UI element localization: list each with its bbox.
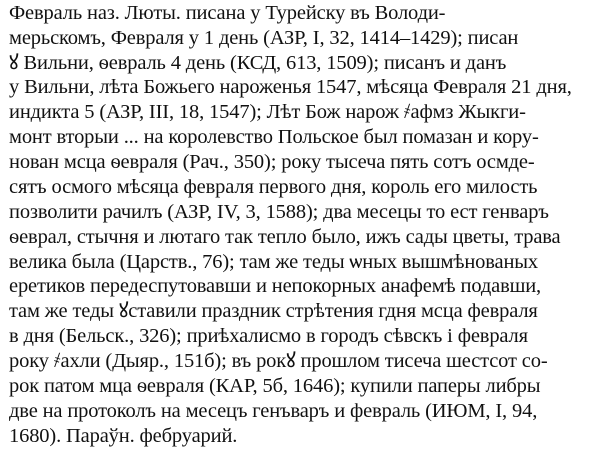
entry-line: позволити рачилъ (АЗР, IV, 3, 1588); два месецы то ест генваръ	[9, 201, 549, 223]
entry-line: велика была (Царств., 76); там же теды ѡных вышмѣнованых	[9, 251, 539, 273]
entry-line: в дня (Бельск., 326); приѣхалисмо в городъ сѣвскъ і февраля	[9, 325, 528, 347]
entry-line: две на протоколъ на месецъ генъваръ и февраль (ИЮМ, I, 94,	[9, 400, 538, 422]
entry-line: мерьскомъ, Февраля у 1 день (АЗР, I, 32, 1414–1429); писан	[9, 27, 519, 49]
entry-line: сятъ осмого мѣсяца февраля первого дня, король его милость	[9, 176, 538, 198]
entry-line: у Вильни, лѣта Божьего нароженья 1547, мѣсяца Февраля 21 дня,	[9, 76, 572, 98]
entry-line: нован мсца ѳевраля (Рач., 350); року тысеча пять сотъ осмде-	[9, 151, 535, 173]
entry-line: рок патом мца ѳевраля (КАР, 5б, 1646); купили паперы либры	[9, 375, 541, 397]
entry-line: монт вторыи ... на королевство Польское был помазан и кору-	[9, 126, 539, 148]
entry-line: индикта 5 (АЗР, III, 18, 1547); Лѣт Бож нарож ҂афмз Жыкги-	[9, 101, 526, 123]
entry-line: року ҂ахли (Дыяр., 151б); въ рокꙋ прошлом тисеча шестсот со-	[9, 350, 548, 372]
entry-line: ѳеврал, стычня и лютаго так тепло было, ижъ сады цветы, трава	[9, 226, 561, 248]
entry-line: еретиков передеспутовавши и непокорных анафемѣ подавши,	[9, 275, 542, 297]
entry-line: ꙋ Вильни, ѳевраль 4 день (КСД, 613, 1509); писанъ и данъ	[9, 52, 507, 74]
entry-line: Февраль наз. Люты. писана у Турейску въ Володи-	[9, 2, 446, 24]
entry-line: там же теды ꙋставили праздник стрѣтения гдня мсца февраля	[9, 300, 538, 322]
entry-line: 1680). Параўн. фебруарий.	[9, 425, 238, 447]
